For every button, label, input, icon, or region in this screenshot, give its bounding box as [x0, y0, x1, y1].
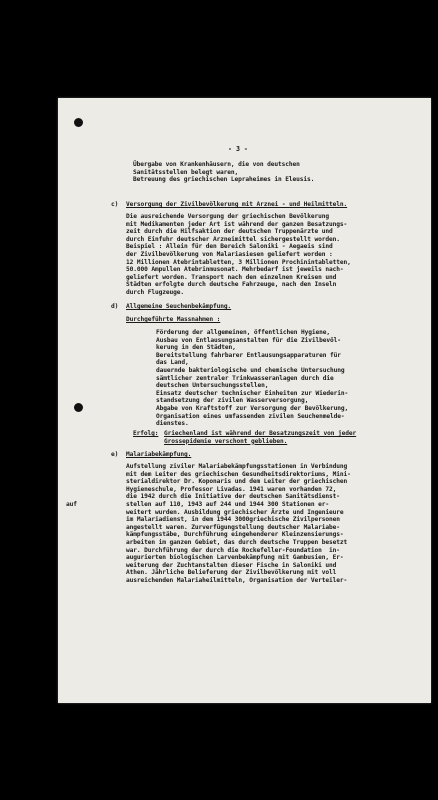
- section-c-body: Die ausreichende Versorgung der griechischen Bevölkerung mit Medikamenten jeder Art ist während der ganzen Besatzungs- zeit durch die Hilfsaktion der deutschen Truppenärzte und durch Einfuhr deutscher Arzneimittel sichergestellt worden. Beispiel : Allein für den Bereich Saloniki - Aegaeis sind der Zivilbevölkerung von Malariasiesen geliefert worden : 12 Millionen Atebrintabletten, 3 Millionen Prochinintabletten, 50.000 Ampullen Atebrinmusonat. Mehrbedarf ist jeweils nach- geliefert worden. Transport nach den einzelnen Kreisen und Städten erfolgte durch deutsche Fahrzeuge, nach den Inseln durch Flugzeuge.: [126, 213, 351, 296]
- intro-paragraph: Übergabe von Krankenhäusern, die von deutschen Sanitätsstellen belegt waren, Betreuung des griechischen Lepraheimes in Eleusis.: [133, 161, 315, 184]
- punch-hole: [74, 118, 83, 127]
- erfolg-text: Griechenland ist während der Besatzungszeit von jeder Grossepidemie verschont geblieben.: [164, 430, 357, 445]
- margin-note: auf: [66, 501, 77, 508]
- section-c-marker: c): [111, 201, 119, 208]
- document-page: [58, 98, 431, 703]
- section-c-heading: Versorgung der Zivilbevölkerung mit Arznei - und Heilmitteln.: [126, 201, 348, 208]
- punch-hole: [74, 403, 83, 412]
- section-d-heading: Allgemeine Seuchenbekämpfung.: [126, 303, 232, 310]
- section-e-heading: Malariabekämpfung.: [126, 451, 192, 458]
- page-number: - 3 -: [228, 145, 248, 153]
- section-d-marker: d): [111, 303, 119, 310]
- section-d-measures-list: Förderung der allgemeinen, öffentlichen Hygiene, Ausbau von Entlausungsanstalten für die Zivilbevöl- kerung in den Städten, Bereitstellung fahrbarer Entlausungsapparaturen für das Land, dauernde bakteriologische und chemische Untersuchung sämtlicher zentraler Trinkwasseranlagen durch die deutschen Untersuchungsstellen, Einsatz deutscher technischer Einheiten zur Wiederin- standsetzung der zivilen Wasserversorgung, Abgabe von Kraftstoff zur Versorgung der Bevölkerung, Organisation eines umfassenden zivilen Seuchenmelde- dienstes.: [156, 329, 349, 428]
- section-d-subheading: Durchgeführte Massnahmen :: [126, 316, 221, 323]
- section-e-marker: e): [111, 451, 119, 458]
- section-e-body: Aufstellung ziviler Malariabekämpfungsstationen in Verbindung mit dem Leiter des griechischen Gesundheitsdirektoriums, Mini- sterialdirektor Dr. Koponaris und dem Leiter der griechischen Hygieneschule, Professor Livadas. 1941 waren vorhanden 72, die 1942 durch die Initiative der deutschen Sanitätsdienst- stellen auf 110, 1943 auf 244 und 1944 300 Stationen er- weitert wurden. Ausbildung griechischer Ärzte und Ingenieure im Malariadienst, in dem 1944 3000griechische Zivilpersonen angestellt waren. Zurverfügungstellung deutscher Malariabe- kämpfungsstäbe, Durchführung eingehenderer Kleinzensierungs- arbeiten im ganzen Gebiet, das durch deutsche Truppen besetzt war. Durchführung der durch die Rockefeller-Foundation in- augurierten biologischen Larvenbekämpfung mit Gambusien, Er- weiterung der Zuchtanstalten dieser Fische in Saloniki und Athen. Jährliche Belieferung der Zivilbevölkerung mit voll ausreichenden Malariaheilmitteln, Organisation der Verteiler-: [126, 463, 351, 584]
- erfolg-label: Erfolg:: [133, 430, 159, 437]
